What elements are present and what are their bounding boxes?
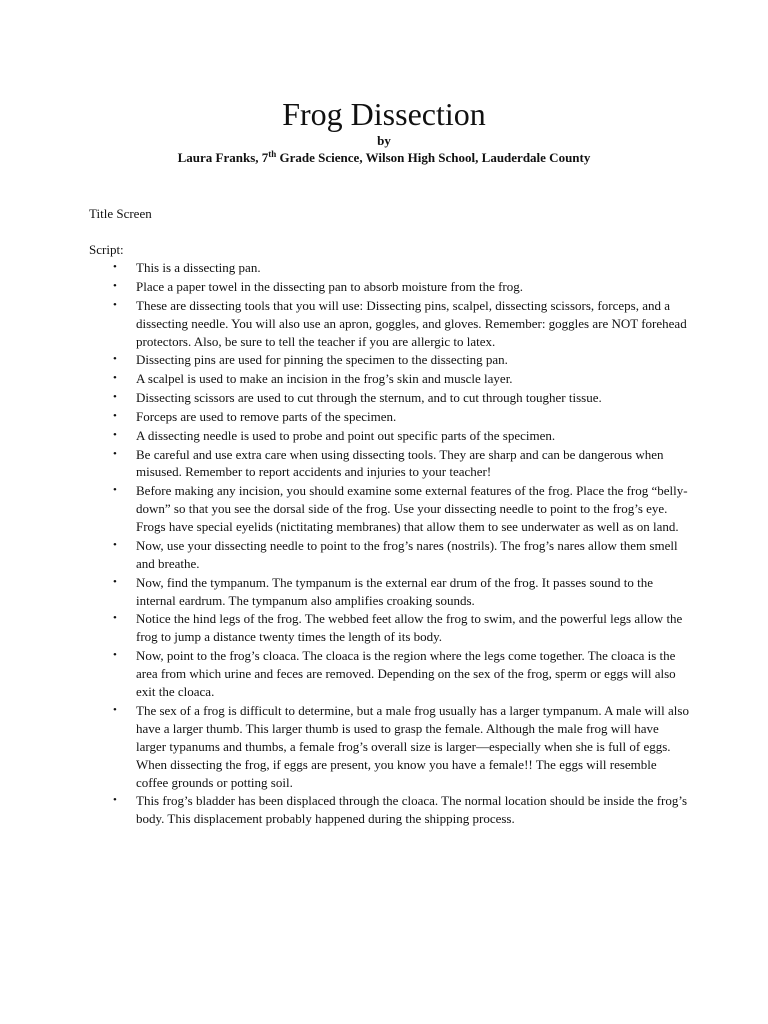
- script-bullet-item: [89, 537, 689, 573]
- bullet-text: A scalpel is used to make an incision in the frog’s skin and muscle layer.: [136, 371, 513, 387]
- bullet-text: This is a dissecting pan.: [136, 260, 261, 275]
- bullet-icon: •: [113, 484, 117, 497]
- script-bullet-item: [89, 370, 689, 388]
- bullet-text: Now, use your dissecting needle to point to the frog’s nares (nostrils). The frog’s nares allow them smell and breathe.: [136, 537, 678, 571]
- bullet-text: A dissecting needle is used to probe and point out specific parts of the specimen.: [136, 427, 556, 443]
- script-bullet-item: [89, 351, 689, 369]
- bullet-icon: •: [113, 372, 117, 385]
- author-prefix: Laura Franks, 7: [177, 150, 269, 165]
- script-bullet-item: [89, 482, 689, 536]
- bullet-icon: •: [113, 409, 117, 422]
- script-bullet-item: [89, 792, 689, 828]
- bullet-text: Dissecting scissors are used to cut through the sternum, and to cut through tougher tissue.: [136, 390, 602, 406]
- bullet-text: Place a paper towel in the dissecting pan to absorb moisture from the frog.: [136, 278, 524, 294]
- bullet-text: These are dissecting tools that you will use: Dissecting pins, scalpel, dissecting scissors, forceps, and a dissecting needle. You will also use an apron, goggles, and gloves. Remember: goggles are NOT forehead protectors. Also, be sure to tell the teacher if you are allergic to latex.: [136, 297, 687, 349]
- script-bullet-item: [89, 278, 689, 296]
- bullet-text: Forceps are used to remove parts of the specimen.: [136, 408, 397, 424]
- bullet-text: Be careful and use extra care when using dissecting tools. They are sharp and can be dangerous when misused. Remember to report accidents and injuries to your teacher!: [136, 446, 664, 480]
- script-bullet-item: [89, 702, 689, 792]
- bullet-icon: •: [113, 538, 117, 551]
- script-bullet-item: [89, 389, 689, 407]
- bullet-icon: •: [113, 703, 117, 716]
- bullet-text: Now, point to the frog’s cloaca. The cloaca is the region where the legs come together. The cloaca is the area from which urine and feces are removed. Depending on the sex of the frog, sperm or eggs will also exit the cloaca.: [136, 648, 676, 700]
- bullet-icon: •: [113, 261, 117, 273]
- bullet-icon: •: [113, 279, 117, 292]
- bullet-icon: •: [113, 447, 117, 460]
- bullet-icon: •: [113, 298, 117, 311]
- script-bullet-item: [89, 610, 689, 646]
- author-line: [0, 149, 768, 167]
- bullet-text: Notice the hind legs of the frog. The webbed feet allow the frog to swim, and the powerful legs allow the frog to jump a distance twenty times the length of its body.: [136, 611, 683, 645]
- bullet-text: Before making any incision, you should examine some external features of the frog. Place the frog “belly-down” so that you see the dorsal side of the frog. Use your dissecting needle to point to the frog’s eye. Frogs have special eyelids (nictitating membranes) that allow them to see underwater as well as on land.: [136, 483, 688, 535]
- bullet-icon: •: [113, 794, 117, 807]
- bullet-icon: •: [113, 353, 117, 366]
- bullet-text: Dissecting pins are used for pinning the specimen to the dissecting pan.: [136, 352, 508, 368]
- bullet-text: The sex of a frog is difficult to determine, but a male frog usually has a larger tympanum. A male will also have a larger thumb. This larger thumb is used to grasp the female. Although the male frog will have larger typanums and thumbs, a female frog’s overall size is larger—especially when she is full of eggs. When dissecting the frog, if eggs are present, you know you have a female!! The eggs will resemble coffee grounds or potting soil.: [136, 702, 689, 790]
- script-bullet-item: [89, 446, 689, 482]
- title-screen-label: Title Screen: [89, 206, 152, 221]
- script-bullet-item: [89, 259, 689, 277]
- bullet-icon: •: [113, 649, 117, 662]
- script-bullet-item: [89, 647, 689, 701]
- author-suffix: Grade Science, Wilson High School, Lauderdale County: [276, 150, 591, 165]
- byline: by: [377, 133, 391, 148]
- script-label: Script:: [89, 242, 124, 257]
- author-superscript: th: [268, 149, 277, 159]
- bullet-icon: •: [113, 428, 117, 441]
- script-bullet-list: [89, 259, 689, 829]
- bullet-icon: •: [113, 612, 117, 625]
- script-bullet-item: [89, 408, 689, 426]
- bullet-icon: •: [113, 391, 117, 404]
- script-bullet-item: [89, 574, 689, 610]
- bullet-text: Now, find the tympanum. The tympanum is the external ear drum of the frog. It passes sound to the internal eardrum. The tympanum also amplifies croaking sounds.: [136, 574, 653, 608]
- bullet-text: This frog’s bladder has been displaced through the cloaca. The normal location should be inside the frog’s body. This displacement probably happened during the shipping process.: [136, 793, 688, 827]
- script-bullet-item: [89, 427, 689, 445]
- script-bullet-item: [89, 297, 689, 351]
- bullet-icon: •: [113, 575, 117, 588]
- document-title: Frog Dissection: [282, 96, 486, 132]
